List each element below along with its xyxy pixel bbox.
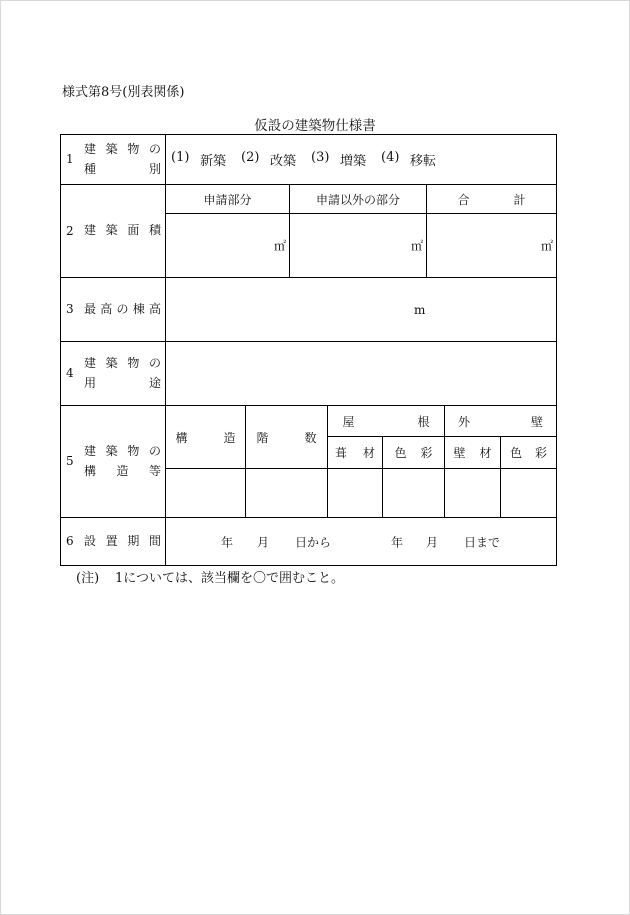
period-day-to: 日まで bbox=[464, 535, 501, 549]
option-number: (2) bbox=[241, 150, 260, 165]
building-type-options bbox=[166, 150, 451, 169]
option-extension bbox=[311, 150, 381, 169]
row5-label bbox=[84, 442, 161, 481]
usage-value bbox=[165, 341, 557, 406]
area-value-other bbox=[289, 213, 427, 278]
document-title: 仮設の建築物仕様書 bbox=[254, 118, 376, 134]
form-number: 様式第8号(別表関係) bbox=[62, 85, 185, 100]
wall-material-header bbox=[444, 436, 501, 469]
area-header-other-label: 申請以外の部分 bbox=[315, 192, 400, 207]
row6-label-cell bbox=[60, 517, 166, 566]
row5-label-line1: 建築物の bbox=[84, 444, 161, 458]
period-month-to: 月 bbox=[426, 535, 439, 549]
wall-color-label: 色彩 bbox=[510, 446, 547, 460]
option-number: (3) bbox=[311, 150, 330, 165]
area-value-applied bbox=[165, 213, 290, 278]
area-unit: ㎡ bbox=[273, 239, 286, 253]
roof-color-value bbox=[382, 468, 445, 518]
row1-label-line1: 建築物の bbox=[84, 142, 161, 156]
option-label: 移転 bbox=[410, 154, 437, 169]
row1-number: 1 bbox=[66, 152, 74, 166]
option-number: (4) bbox=[381, 150, 400, 165]
structure-value bbox=[165, 468, 246, 518]
floors-header-label: 階数 bbox=[256, 430, 317, 445]
roof-header bbox=[327, 405, 445, 437]
wall-material-value bbox=[444, 468, 501, 518]
area-unit: ㎡ bbox=[410, 239, 423, 253]
roof-material-header bbox=[327, 436, 383, 469]
area-unit: ㎡ bbox=[540, 239, 553, 253]
roof-color-label: 色彩 bbox=[394, 446, 433, 460]
wall-material-label: 壁材 bbox=[453, 446, 492, 460]
roof-material-label: 葺材 bbox=[335, 446, 375, 460]
area-header-total bbox=[426, 184, 557, 214]
note-prefix: (注) bbox=[76, 571, 100, 586]
option-label: 改築 bbox=[270, 154, 297, 169]
row4-label-cell bbox=[60, 341, 166, 406]
floors-value bbox=[245, 468, 328, 518]
row6-label bbox=[84, 532, 161, 552]
wall-header-label: 外壁 bbox=[458, 414, 543, 429]
row5-number: 5 bbox=[66, 454, 74, 468]
row5-label-line2: 構造等 bbox=[84, 463, 161, 478]
row1-label-line2: 種別 bbox=[84, 161, 161, 176]
row5-label-cell bbox=[60, 405, 166, 518]
row2-number: 2 bbox=[66, 223, 74, 238]
note-text: 1については、該当欄を〇で囲むこと。 bbox=[115, 571, 345, 586]
row3-label-cell bbox=[60, 277, 166, 342]
period-month-from: 月 bbox=[257, 535, 270, 549]
row4-label-line1: 建築物の bbox=[84, 356, 161, 370]
wall-color-header bbox=[500, 436, 557, 469]
option-label: 増築 bbox=[340, 154, 367, 169]
roof-header-label: 屋根 bbox=[342, 414, 430, 429]
row6-number: 6 bbox=[66, 534, 74, 548]
row4-label-line2: 用途 bbox=[84, 375, 161, 390]
row1-label bbox=[84, 140, 161, 179]
structure-header-label: 構造 bbox=[175, 430, 236, 445]
area-header-applied-label: 申請部分 bbox=[203, 192, 252, 207]
max-height-value bbox=[165, 277, 557, 342]
option-new bbox=[171, 150, 241, 169]
row2-label-line1: 建築面積 bbox=[84, 223, 161, 238]
row2-label-cell bbox=[60, 184, 166, 278]
row1-label-cell bbox=[60, 134, 166, 185]
period-day-from: 日から bbox=[295, 535, 332, 549]
floors-header bbox=[245, 405, 328, 469]
area-header-applied bbox=[165, 184, 290, 214]
row1-options-cell bbox=[165, 134, 557, 185]
height-unit: m bbox=[414, 302, 426, 317]
row4-label bbox=[84, 354, 161, 393]
period-year-from: 年 bbox=[221, 535, 234, 549]
period-year-to: 年 bbox=[391, 535, 404, 549]
area-header-total-label: 合計 bbox=[457, 192, 526, 207]
option-label: 新築 bbox=[200, 154, 227, 169]
row4-number: 4 bbox=[66, 366, 74, 380]
row3-label bbox=[84, 300, 161, 320]
roof-material-value bbox=[327, 468, 383, 518]
row6-label-line1: 設置期間 bbox=[84, 533, 161, 548]
area-header-other bbox=[289, 184, 427, 214]
option-reconstruction bbox=[241, 150, 311, 169]
option-number: (1) bbox=[171, 150, 190, 165]
structure-header bbox=[165, 405, 246, 469]
row3-number: 3 bbox=[66, 302, 74, 316]
wall-color-value bbox=[500, 468, 557, 518]
wall-header bbox=[444, 405, 557, 437]
row2-label bbox=[84, 221, 161, 241]
installation-period-value bbox=[165, 517, 557, 566]
area-value-total bbox=[426, 213, 557, 278]
option-relocation bbox=[381, 150, 451, 169]
roof-color-header bbox=[382, 436, 445, 469]
row3-label-line1: 最高の棟高 bbox=[84, 301, 161, 316]
